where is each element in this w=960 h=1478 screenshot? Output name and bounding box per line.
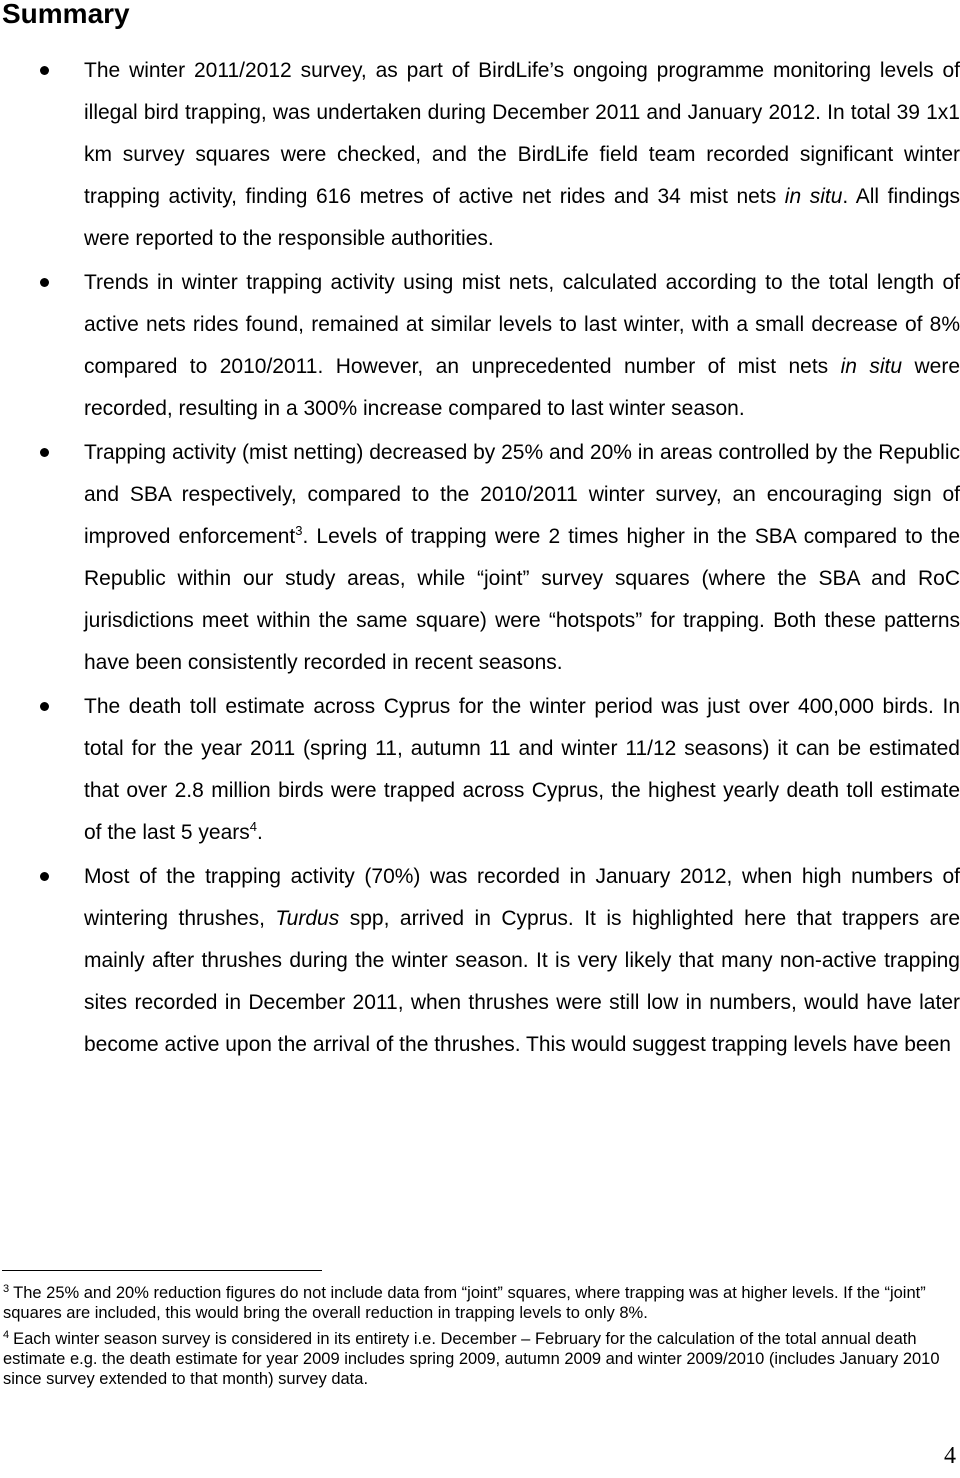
- bullet-survey-overview: [0, 50, 960, 260]
- bullet-text: . All findings were reported to the responsible authorities.: [84, 185, 960, 250]
- bullet-dot-icon: [40, 872, 49, 881]
- bullet-january-activity: [0, 856, 960, 1066]
- summary-bullet-list: [0, 50, 960, 1068]
- footnote-reference[interactable]: 3: [295, 523, 303, 538]
- bullet-text: .: [257, 821, 263, 844]
- page-title: Summary: [2, 0, 130, 29]
- footnote-reference[interactable]: 4: [249, 819, 257, 834]
- footnote-4: [3, 1329, 955, 1389]
- bullet-text: spp, arrived in Cyprus. It is highlighted here that trappers are mainly after thrushes during the winter season. It is very likely that many non-active trapping sites recorded in December 2011, when thrushes were still low in numbers, would have later become active upon the arrival of the thrushes. This would suggest trapping levels have been: [84, 907, 960, 1056]
- bullet-dot-icon: [40, 66, 49, 75]
- bullet-italic-text: in situ: [840, 355, 903, 378]
- bullet-trends: [0, 262, 960, 430]
- bullet-italic-text: in situ: [784, 185, 843, 208]
- footnote-divider: [2, 1270, 322, 1271]
- bullet-text: Trends in winter trapping activity using mist nets, calculated according to the total length of active nets rides found, remained at similar levels to last winter, with a small decrease of 8% compared to 2010/2011. However, an unprecedented number of mist nets: [84, 271, 960, 378]
- bullet-italic-text: Turdus: [275, 907, 340, 930]
- bullet-text: were recorded, resulting in a 300% increase compared to last winter season.: [84, 355, 960, 420]
- bullet-dot-icon: [40, 448, 49, 457]
- page-number: 4: [944, 1443, 956, 1469]
- footnote-mark: 3: [3, 1282, 10, 1295]
- bullet-dot-icon: [40, 278, 49, 287]
- bullet-dot-icon: [40, 702, 49, 711]
- bullet-death-toll: [0, 686, 960, 854]
- bullet-text: The death toll estimate across Cyprus for the winter period was just over 400,000 birds. In total for the year 2011 (spring 11, autumn 11 and winter 11/12 seasons) it can be estimated that over 2.8 million birds were trapped across Cyprus, the highest yearly death toll estimate of the last 5 years: [84, 695, 960, 844]
- bullet-text: Most of the trapping activity (70%) was recorded in January 2012, when high numbers of wintering thrushes,: [84, 865, 960, 930]
- footnote-3: [3, 1283, 955, 1323]
- bullet-text: . Levels of trapping were 2 times higher in the SBA compared to the Republic within our study areas, while “joint” survey squares (where the SBA and RoC jurisdictions meet within the same square) were “hotspots” for trapping. Both these patterns have been consistently recorded in recent seasons.: [84, 525, 960, 674]
- footnotes: [3, 1283, 955, 1395]
- footnote-text: The 25% and 20% reduction figures do not include data from “joint” squares, where trapping was at higher levels. If the “joint” squares are included, this would bring the overall reduction in trapping levels to only 8%.: [3, 1284, 926, 1322]
- footnote-text: Each winter season survey is considered in its entirety i.e. December – February for the calculation of the total annual death estimate e.g. the death estimate for year 2009 includes spring 2009, autumn 2009 and winter 2009/2010 (includes January 2010 since survey extended to that month) survey data.: [3, 1330, 940, 1388]
- footnote-mark: 4: [3, 1328, 10, 1341]
- bullet-text: Trapping activity (mist netting) decreased by 25% and 20% in areas controlled by the Republic and SBA respectively, compared to the 2010/2011 winter survey, an encouraging sign of improved enforcement: [84, 441, 960, 548]
- bullet-text: The winter 2011/2012 survey, as part of BirdLife’s ongoing programme monitoring levels of illegal bird trapping, was undertaken during December 2011 and January 2012. In total 39 1x1 km survey squares were checked, and the BirdLife field team recorded significant winter trapping activity, finding 616 metres of active net rides and 34 mist nets: [84, 59, 960, 208]
- bullet-trapping-activity: [0, 432, 960, 684]
